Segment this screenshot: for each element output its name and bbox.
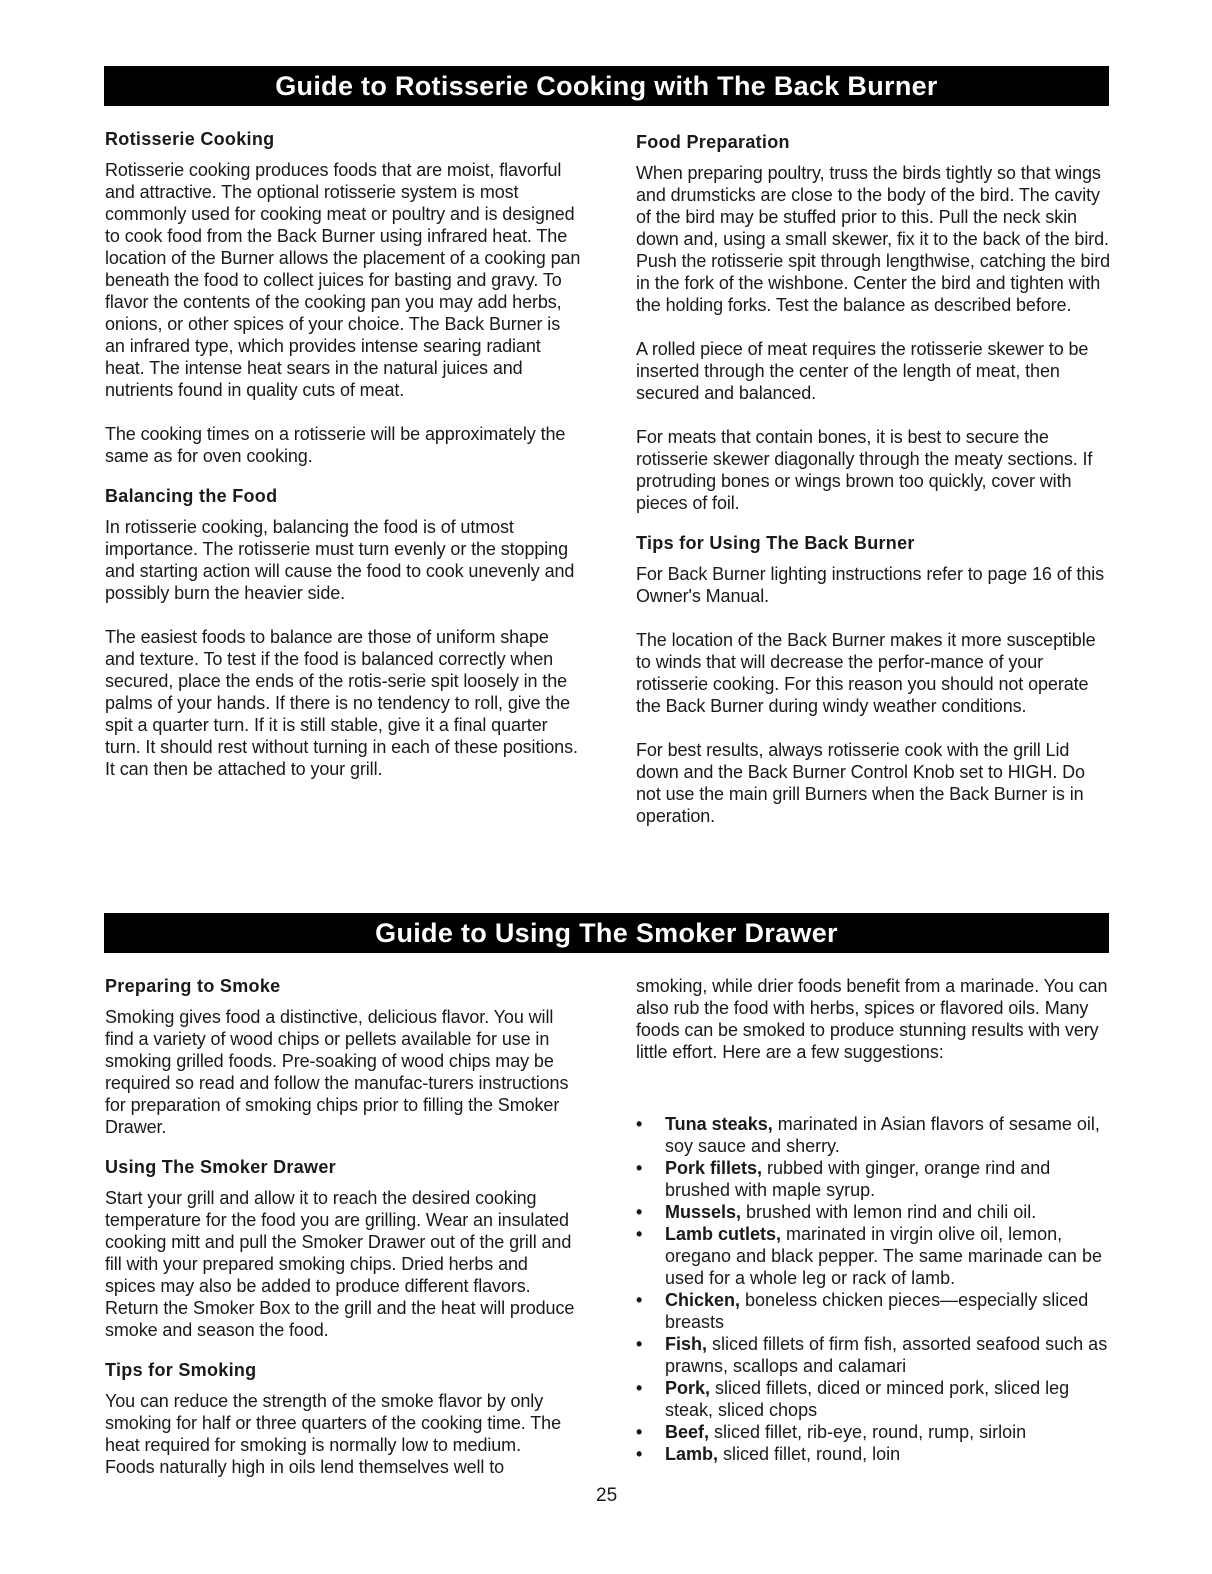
suggestion-description: sliced fillet, rib-eye, round, rump, sirloin [709,1422,1027,1442]
bone-meat-paragraph: For meats that contain bones, it is best to secure the rotisserie skewer diagonally through the meaty sections. If protruding bones or wings brown too quickly, cover with pieces of foil. [636,427,1093,513]
balance-test-paragraph: The easiest foods to balance are those of uniform shape and texture. To test if the food is balanced correctly when secured, place the ends of the rotis-serie spit loosely in the palms of your hands. If there is no tendency to roll, give the spit a quarter turn. If it is still stable, give it a final quarter turn. It should rest without turning in each of these positions. It can then be attached to your grill. [105,627,578,779]
using-smoker-drawer-heading: Using The Smoker Drawer [105,1157,336,1177]
suggestion-description: boneless chicken pieces—especially sliced breasts [665,1290,1089,1332]
suggestion-description: marinated in Asian flavors of sesame oil, soy sauce and sherry. [665,1114,1100,1156]
poultry-preparation-paragraph: When preparing poultry, truss the birds tightly so that wings and drumsticks are close to the body of the bird. The cavity of the bird may be stuffed prior to this. Pull the neck skin down and, using a small skewer, fix it to the back of the bird. Push the rotisserie spit through lengthwise, catching the bird in the fork of the wishbone. Center the bird and tighten with the holding forks. Test the balance as described before. [636,163,1111,315]
tips-for-smoking-heading: Tips for Smoking [105,1360,257,1380]
bullet-icon: • [636,1444,643,1464]
suggestion-food-name: Mussels, [665,1202,742,1222]
rotisserie-cooking-paragraph: Rotisserie cooking produces foods that are moist, flavorful and attractive. The optional rotisserie system is most commonly used for cooking meat or poultry and is designed to cook food from the Back Burner using infrared heat. The location of the Burner allows the placement of a cooking pan beneath the food to collect juices for basting and gravy. To flavor the contents of the cooking pan you may add herbs, onions, or other spices of your choice. The Back Burner is an infrared type, which provides intense searing radiant heat. The intense heat sears in the natural juices and nutrients found in quality cuts of meat. [105,160,581,400]
suggestion-list-item [636,1333,1110,1377]
bullet-icon: • [636,1158,643,1178]
balancing-food-paragraph: In rotisserie cooking, balancing the food is of utmost importance. The rotisserie must turn evenly or the stopping and starting action will cause the food to cook unevenly and possibly burn the heavier side. [105,517,575,603]
suggestion-food-name: Tuna steaks, [665,1114,773,1134]
suggestion-list-item [636,1443,1110,1465]
back-burner-tips-heading: Tips for Using The Back Burner [636,533,915,553]
bullet-icon: • [636,1290,643,1310]
suggestion-list-item [636,1289,1110,1333]
rolled-meat-paragraph: A rolled piece of meat requires the rotisserie skewer to be inserted through the center of the length of meat, then secured and balanced. [636,339,1089,403]
cooking-times-paragraph: The cooking times on a rotisserie will be approximately the same as for oven cooking. [105,424,566,466]
oily-foods-paragraph: Foods naturally high in oils lend themselves well to [105,1457,505,1477]
section-banner-smoker: Guide to Using The Smoker Drawer [104,913,1109,953]
page-number: 25 [596,1485,618,1506]
bullet-icon: • [636,1224,643,1244]
suggestion-list-item [636,1113,1110,1157]
bullet-icon: • [636,1334,643,1354]
food-preparation-heading: Food Preparation [636,132,790,152]
suggestion-food-name: Fish, [665,1334,708,1354]
suggestion-food-name: Lamb cutlets, [665,1224,782,1244]
suggestion-list-item [636,1223,1110,1289]
balancing-food-heading: Balancing the Food [105,486,278,506]
using-smoker-drawer-paragraph: Start your grill and allow it to reach the desired cooking temperature for the food you are grilling. Wear an insulated cooking mitt and pull the Smoker Drawer out of the grill and fill with your prepared smoking chips. Dried herbs and spices may also be added to produce different flavors. Return the Smoker Box to the grill and the heat will produce smoke and season the food. [105,1188,575,1340]
suggestion-description: sliced fillets of firm fish, assorted seafood such as prawns, scallops and calamari [665,1334,1108,1376]
rotisserie-right-column [636,131,1114,827]
suggestion-food-name: Chicken, [665,1290,741,1310]
bullet-icon: • [636,1422,643,1442]
preparing-to-smoke-paragraph: Smoking gives food a distinctive, delicious flavor. You will find a variety of wood chips or pellets available for use in smoking grilled foods. Pre-soaking of wood chips may be required so read and follow the manufac-turers instructions for preparation of smoking chips prior to filling the Smoker Drawer. [105,1007,569,1137]
suggestion-description: brushed with lemon rind and chili oil. [741,1202,1037,1222]
rotisserie-left-column [105,128,583,780]
best-results-paragraph: For best results, always rotisserie cook with the grill Lid down and the Back Burner Control Knob set to HIGH. Do not use the main grill Burners when the Back Burner is in operation. [636,740,1085,826]
suggestion-list-item [636,1377,1110,1421]
suggestion-food-name: Pork fillets, [665,1158,763,1178]
smoking-suggestions-list [636,1113,1110,1465]
bullet-icon: • [636,1114,643,1134]
smoker-left-column [105,975,583,1478]
bullet-icon: • [636,1202,643,1222]
smoke-strength-paragraph: You can reduce the strength of the smoke flavor by only smoking for half or three quarters of the cooking time. The heat required for smoking is normally low to medium. [105,1391,562,1455]
bullet-icon: • [636,1378,643,1398]
suggestion-list-item [636,1421,1110,1443]
preparing-to-smoke-heading: Preparing to Smoke [105,976,281,996]
suggestion-description: rubbed with ginger, orange rind and brushed with maple syrup. [665,1158,1051,1200]
lighting-instructions-paragraph: For Back Burner lighting instructions refer to page 16 of this Owner's Manual. [636,564,1105,606]
wind-warning-paragraph: The location of the Back Burner makes it more susceptible to winds that will decrease the perfor-mance of your rotisserie cooking. For this reason you should not operate the Back Burner during windy weather conditions. [636,630,1096,716]
suggestion-list-item [636,1157,1110,1201]
rotisserie-cooking-heading: Rotisserie Cooking [105,129,275,149]
suggestion-food-name: Lamb, [665,1444,719,1464]
suggestion-food-name: Beef, [665,1422,710,1442]
section-banner-rotisserie: Guide to Rotisserie Cooking with The Back Burner [104,66,1109,106]
suggestion-description: marinated in virgin olive oil, lemon, oregano and black pepper. The same marinade can be used for a whole leg or rack of lamb. [665,1224,1102,1288]
suggestion-description: sliced fillet, round, loin [718,1444,901,1464]
smoker-right-column [636,975,1110,1465]
suggestion-food-name: Pork, [665,1378,711,1398]
marinade-suggestions-paragraph: smoking, while drier foods benefit from a marinade. You can also rub the food with herbs, spices or flavored oils. Many foods can be smoked to produce stunning results with very little effort. Here are a few suggestions: [636,976,1108,1062]
suggestion-list-item [636,1201,1110,1223]
suggestion-description: sliced fillets, diced or minced pork, sliced leg steak, sliced chops [665,1378,1070,1420]
